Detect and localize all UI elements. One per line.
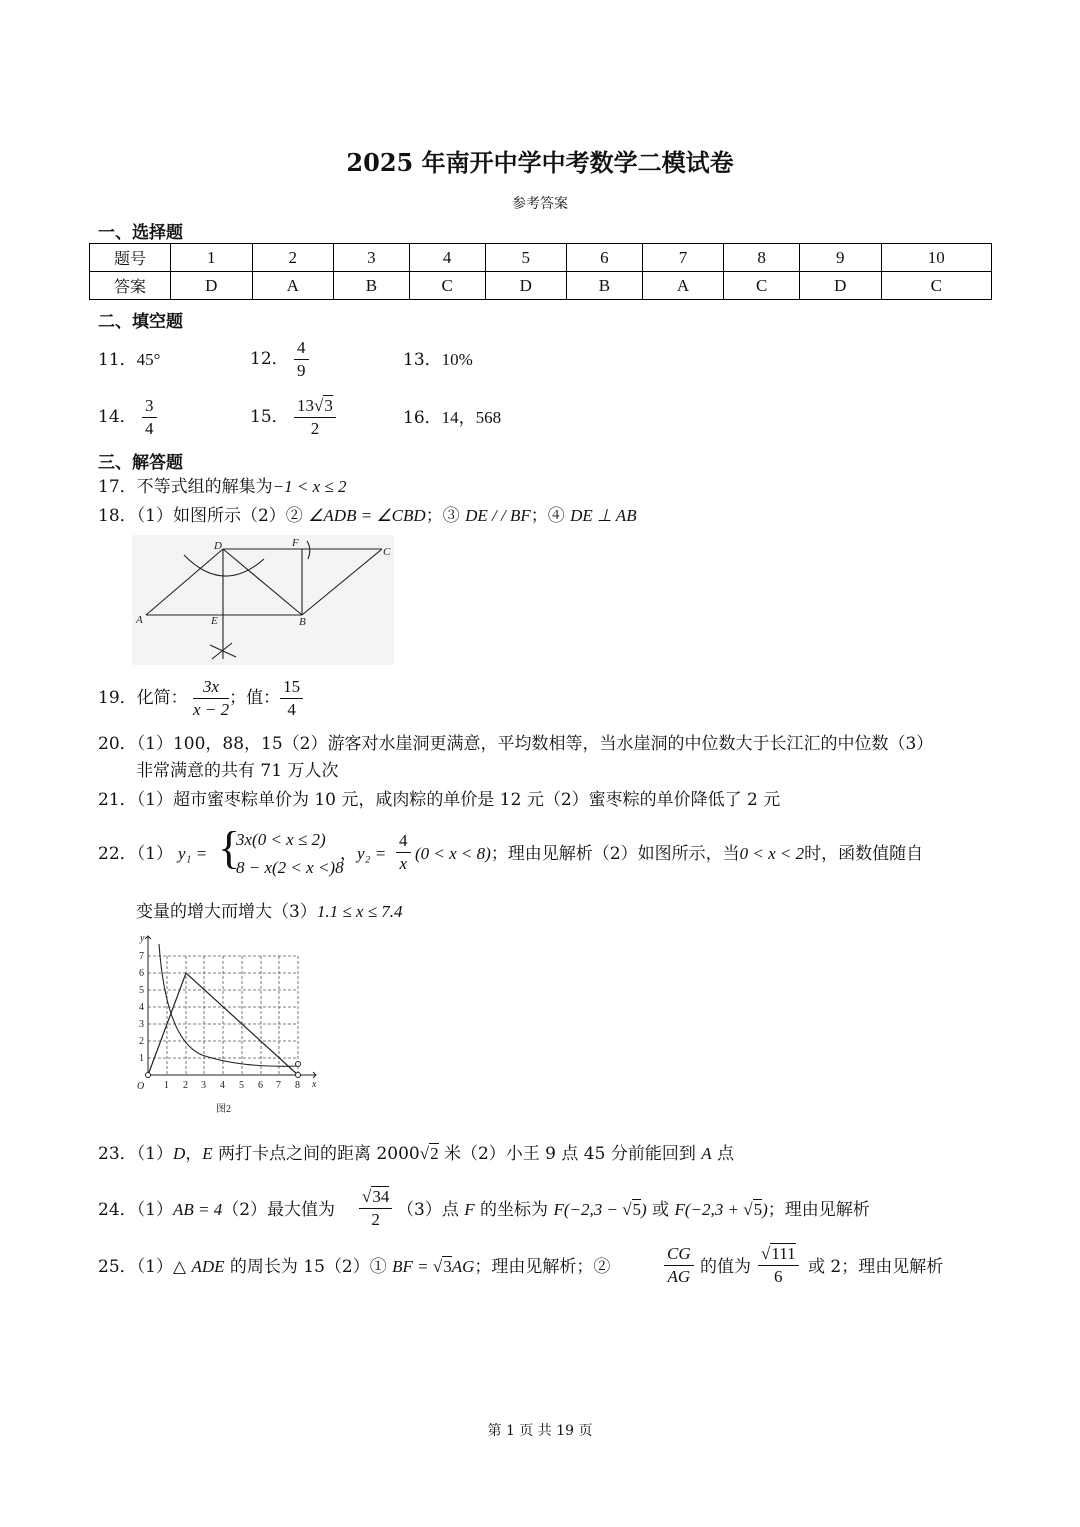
point-label: C [383, 546, 391, 558]
piecewise-case-2: 8 − x(2 < x <)8 [236, 858, 344, 877]
answer-23: 23．（1）D，E 两打卡点之间的距离 2000√2 米（2）小王 9 点 45 分前能回到 A 点 [98, 1144, 735, 1164]
figure-caption: 图2 [216, 1104, 231, 1115]
row-label-question: 题号 [90, 244, 171, 272]
question-number: 15． [250, 407, 289, 427]
answer-14 [98, 395, 157, 440]
table-cell: 9 [800, 244, 882, 272]
table-cell: 7 [642, 244, 724, 272]
open-point [296, 1062, 301, 1067]
answer-22-label: 22．（1） [98, 844, 173, 864]
row-label-answer: 答案 [90, 272, 171, 300]
x-tick: 8 [295, 1080, 300, 1091]
point-label: F [292, 537, 299, 549]
fraction: $\frac{3}{4}$ [142, 395, 157, 440]
function-graph [130, 930, 330, 1120]
point-label: B [299, 616, 306, 628]
geometry-figure [132, 535, 394, 665]
y2-hyperbola [159, 944, 298, 1066]
table-cell: 6 [567, 244, 643, 272]
brace: { [218, 822, 241, 873]
answer-24-fraction: $\frac{√34}{2}$ [359, 1186, 392, 1231]
answer-24: 24．（1）AB = 4（2）最大值为 [98, 1200, 336, 1220]
section-heading-choice: 一、选择题 [98, 223, 183, 243]
table-cell: D [485, 272, 567, 300]
answer-row [90, 272, 992, 300]
answer-24-rest: （3）点 F 的坐标为 F(−2,3 − √5) 或 F(−2,3 + √5)；理由见解析 [397, 1200, 870, 1220]
answer-value: 10% [441, 350, 473, 369]
point-label: D [214, 540, 222, 552]
question-number: 12． [250, 349, 289, 369]
y-tick: 6 [139, 968, 144, 979]
table-cell: 10 [881, 244, 992, 272]
y-tick: 2 [139, 1036, 144, 1047]
x-tick: 7 [276, 1080, 281, 1091]
answer-25-fraction-1: $\frac{CG}{AG}$ [664, 1243, 694, 1288]
answer-25-mid: 的值为 [700, 1257, 751, 1277]
y-tick: 3 [139, 1019, 144, 1030]
page-subtitle: 参考答案 [512, 196, 568, 212]
question-number: 13． [403, 350, 442, 370]
answer-20-line2: 非常满意的共有 71 万人次 [136, 761, 339, 781]
table-cell: 2 [252, 244, 334, 272]
answer-17: 17．不等式组的解集为−1 < x ≤ 2 [98, 477, 347, 497]
fraction: $\frac{4}{9}$ [294, 337, 309, 382]
y-tick: 4 [139, 1002, 144, 1013]
answer-value: 45° [136, 350, 161, 369]
answer-15 [250, 395, 336, 440]
table-cell: C [881, 272, 992, 300]
question-number: 11． [98, 350, 137, 370]
x-tick: 1 [164, 1080, 169, 1091]
fraction: $\frac{13√3}{2}$ [294, 395, 336, 440]
open-point [296, 1073, 301, 1078]
section-heading-fill: 二、填空题 [98, 312, 183, 332]
point-label: A [136, 614, 143, 626]
y-tick: 7 [139, 951, 144, 962]
x-tick: 2 [183, 1080, 188, 1091]
piecewise-case-1: 3x(0 < x ≤ 2) [236, 830, 326, 849]
x-tick: 3 [201, 1080, 206, 1091]
table-cell: C [409, 272, 485, 300]
table-cell: A [642, 272, 724, 300]
answer-22-line2: 变量的增大而增大（3）1.1 ≤ x ≤ 7.4 [136, 902, 403, 922]
table-cell: B [567, 272, 643, 300]
x-tick: 4 [220, 1080, 225, 1091]
x-tick: 6 [258, 1080, 263, 1091]
origin-label: O [137, 1081, 145, 1092]
answer-25-tail: 或 2；理由见解析 [808, 1257, 944, 1277]
table-cell: D [800, 272, 882, 300]
x-axis-label: x [312, 1079, 317, 1090]
y1-label: y₁ = [178, 844, 208, 863]
table-cell: B [334, 272, 410, 300]
table-cell: 4 [409, 244, 485, 272]
answer-22-rest: ，y₂ = [340, 844, 387, 864]
answer-21: 21．（1）超市蜜枣粽单价为 10 元，咸肉粽的单价是 12 元（2）蜜枣粽的单价降低了 2 元 [98, 790, 781, 810]
answer-11 [98, 349, 160, 371]
table-cell: A [252, 272, 334, 300]
point-label: E [211, 615, 218, 627]
answer-25-fraction-2: $\frac{√111}{6}$ [758, 1243, 799, 1288]
answer-table [89, 243, 992, 300]
table-cell: 1 [171, 244, 253, 272]
table-cell: D [171, 272, 253, 300]
answer-13 [403, 349, 473, 371]
answer-22-fraction: $\frac{4}{x}$ [396, 830, 411, 875]
fraction: $\frac{15}{4}$ [280, 676, 303, 721]
section-heading-solve: 三、解答题 [98, 453, 183, 473]
question-number-row [90, 244, 992, 272]
answer-20-line1: 20．（1）100，88，15（2）游客对水崖洞更满意，平均数相等，当水崖洞的中位数大于长江汇的中位数（3） [98, 734, 934, 754]
x-tick: 5 [239, 1080, 244, 1091]
answer-18: 18．（1）如图所示（2）② ∠ADB = ∠CBD；③ DE / / BF；④ DE ⊥ AB [98, 506, 637, 526]
answer-value: 14，568 [441, 408, 502, 427]
y-tick: 5 [139, 985, 144, 996]
question-number: 16． [403, 408, 442, 428]
figure-background [132, 535, 394, 665]
page-title: 2025 年南开中学中考数学二模试卷 [346, 148, 734, 177]
y-axis-label: y [140, 933, 145, 944]
answer-12 [250, 337, 309, 382]
answer-22-tail: (0 < x < 8)；理由见解析（2）如图所示，当0 < x < 2时，函数值随自 [415, 844, 924, 864]
y-tick: 1 [139, 1053, 144, 1064]
open-point [146, 1073, 151, 1078]
question-number: 14． [98, 407, 137, 427]
answer-16 [403, 407, 501, 429]
fraction: $\frac{3x}{x - 2}$ [193, 677, 230, 719]
table-cell: C [724, 272, 800, 300]
page-footer: 第 1 页 共 19 页 [487, 1423, 593, 1439]
answer-19: 19．化简： $\frac{3x}{x - 2}$ ；值： $\frac{15}{4}$ [98, 676, 303, 721]
answer-25: 25．（1）△ ADE 的周长为 15（2）① BF = √3AG；理由见解析；② [98, 1257, 611, 1277]
table-cell: 8 [724, 244, 800, 272]
table-cell: 3 [334, 244, 410, 272]
table-cell: 5 [485, 244, 567, 272]
